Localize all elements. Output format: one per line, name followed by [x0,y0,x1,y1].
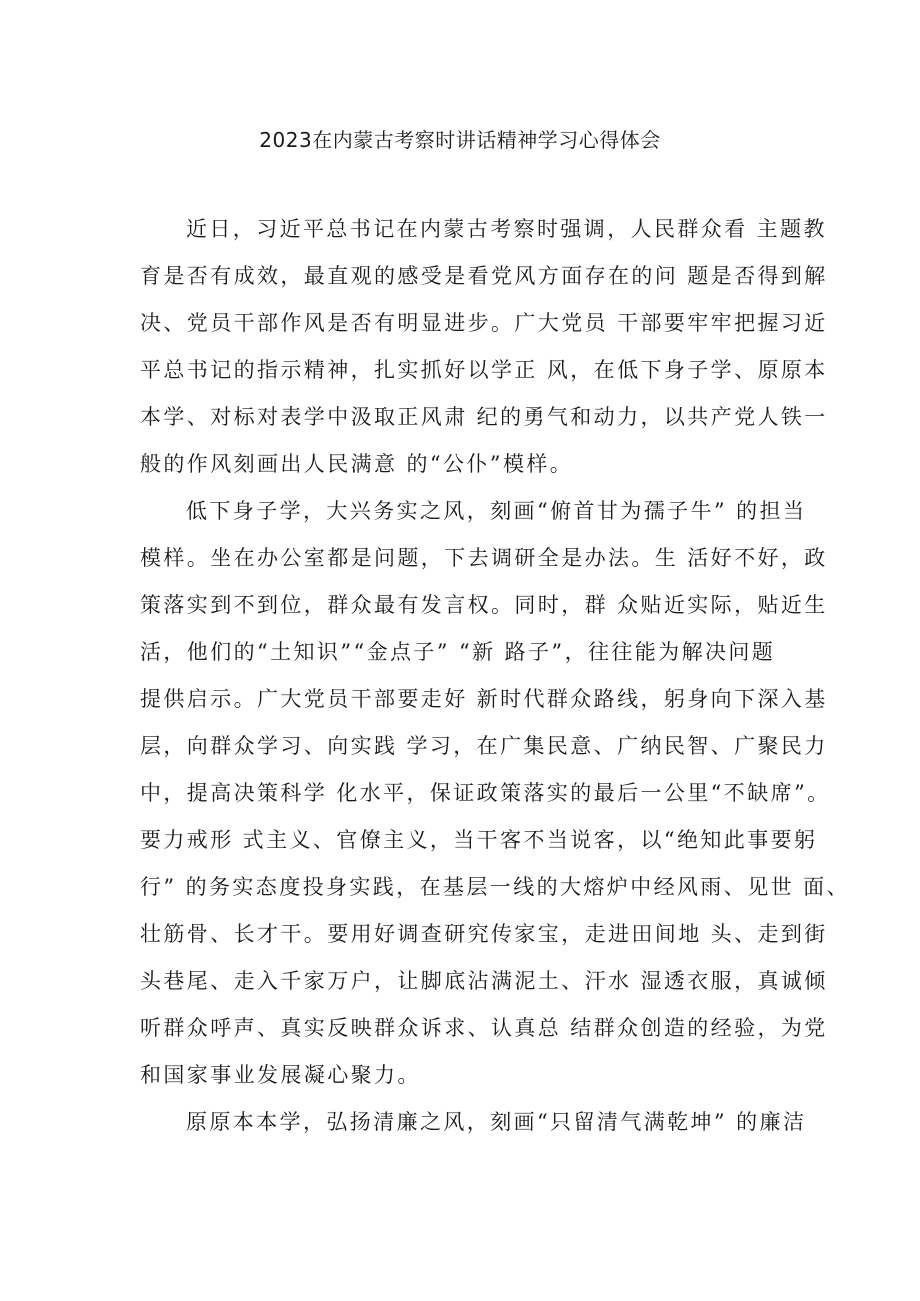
paragraph-2-line-10: 壮筋骨、长才干。要用好调查研究传家宝，走进田间地 头、走到街 [140,922,828,946]
paragraph-1-line-5: 本学、对标对表学中汲取正风肃 纪的勇气和动力，以共产党人铁一 [140,405,828,429]
paragraph-1-line-2: 育是否有成效，最直观的感受是看党风方面存在的问 题是否得到解 [140,264,828,288]
paragraph-2-line-9: 行” 的务实态度投身实践，在基层一线的大熔炉中经风雨、见世 面、 [140,875,850,899]
paragraph-2-line-7: 中，提高决策科学 化水平，保证政策落实的最后一公里“不缺席”。 [140,781,831,805]
paragraph-2-line-3: 策落实到不到位，群众最有发言权。同时，群 众贴近实际，贴近生 [140,593,828,617]
paragraph-2-line-5: 提供启示。广大党员干部要走好 新时代群众路线，躬身向下深入基 [140,687,828,711]
document-title: 2023在内蒙古考察时讲话精神学习心得体会 [259,128,661,152]
paragraph-2-line-6: 层，向群众学习、向实践 学习，在广集民意、广纳民智、广聚民力 [140,734,828,758]
paragraph-1-line-4: 平总书记的指示精神，扎实抓好以学正 风，在低下身子学、原原本 [140,358,828,382]
paragraph-2-line-2: 模样。坐在办公室都是问题，下去调研全是办法。生 活好不好，政 [140,546,828,570]
paragraph-2-line-1: 低下身子学，大兴务实之风，刻画“俯首甘为孺子牛” 的担当 [186,499,807,523]
paragraph-1-line-3: 决、党员干部作风是否有明显进步。广大党员 干部要牢牢把握习近 [140,311,828,335]
paragraph-1-line-1: 近日，习近平总书记在内蒙古考察时强调，人民群众看 主题教 [186,217,827,241]
paragraph-3-line-1: 原原本本学，弘扬清廉之风，刻画“只留清气满乾坤” 的廉洁 [186,1110,807,1134]
paragraph-1-line-6: 般的作风刻画出人民满意 的“公仆”模样。 [140,452,574,476]
paragraph-2-line-4: 活，他们的“土知识”“金点子” “新 路子”，往往能为解决问题 [140,640,776,664]
paragraph-2-line-11: 头巷尾、走入千家万户，让脚底沾满泥土、汗水 湿透衣服，真诚倾 [140,969,828,993]
paragraph-2-line-13: 和国家事业发展凝心聚力。 [140,1063,421,1087]
document-body [140,206,850,1146]
paragraph-2-line-12: 听群众呼声、真实反映群众诉求、认真总 结群众创造的经验，为党 [140,1016,828,1040]
paragraph-2-line-8: 要力戒形 式主义、官僚主义，当干客不当说客，以“绝知此事要躬 [140,828,818,852]
